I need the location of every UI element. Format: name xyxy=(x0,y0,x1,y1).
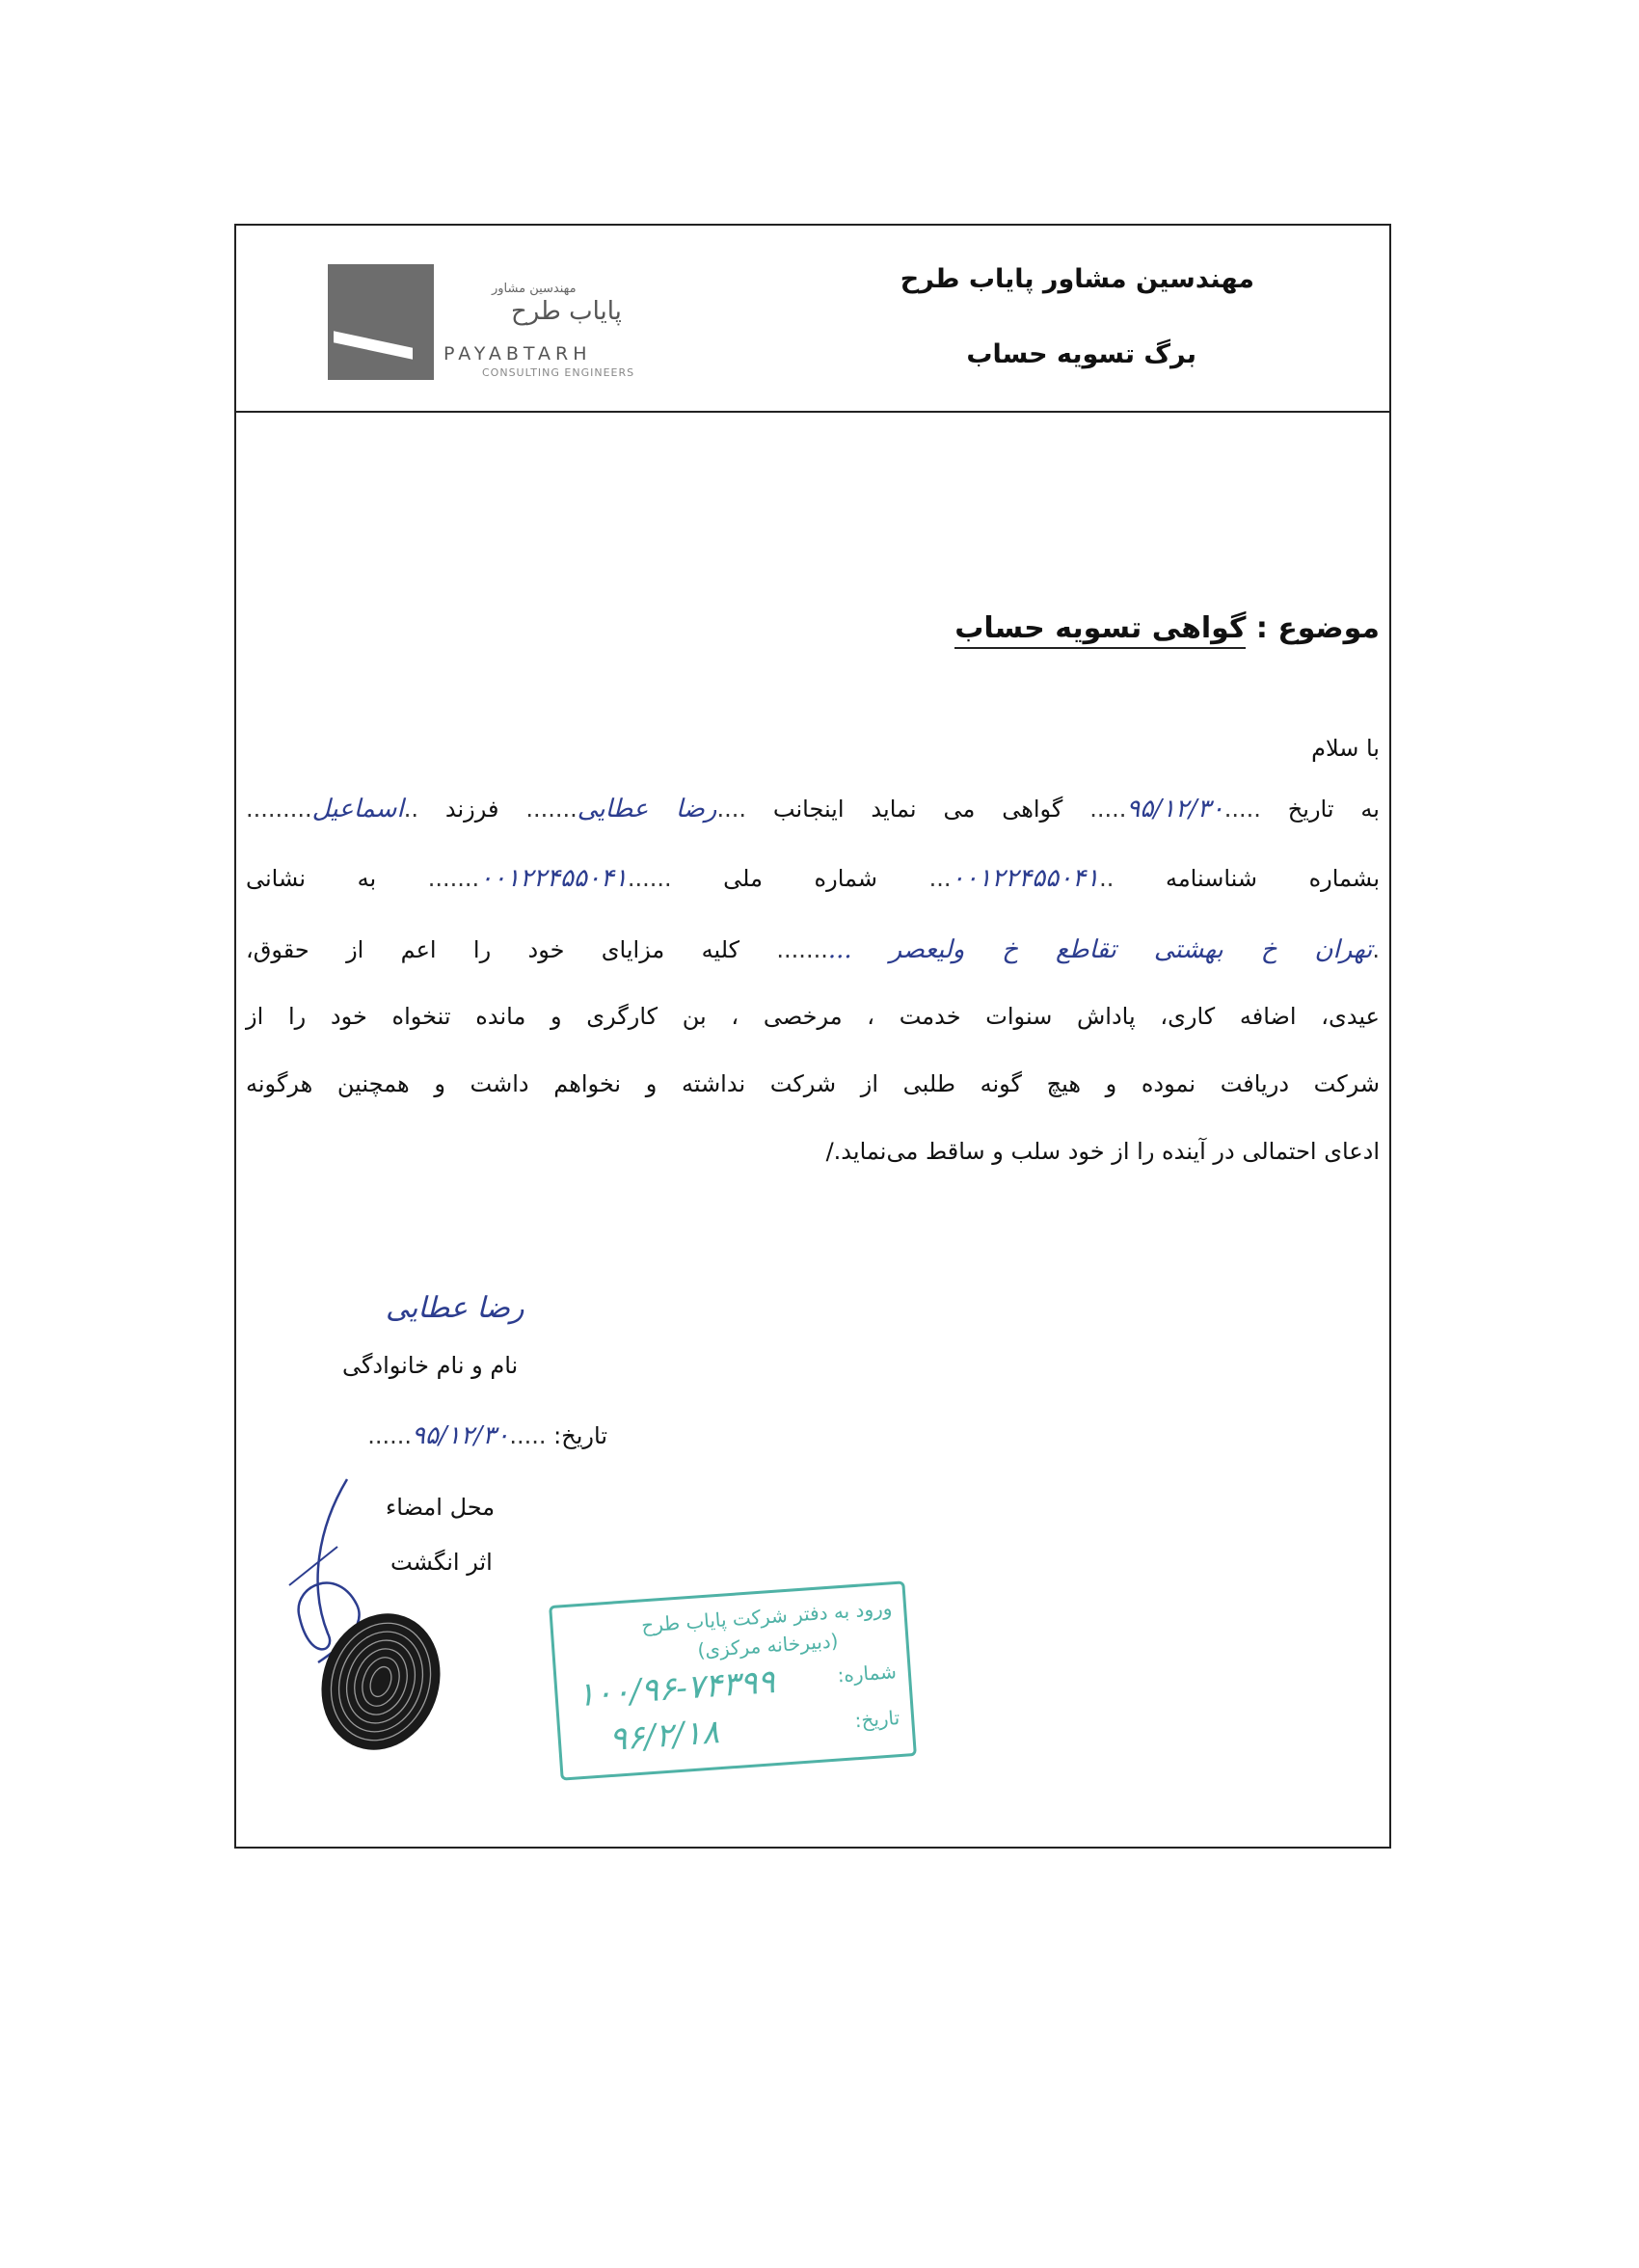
logo-en: PAYABTARH xyxy=(443,343,592,364)
stamp-number-value: ۱۰۰/۹۶-۷۴۳۹۹ xyxy=(576,1662,777,1715)
body-line-6: ادعای احتمالی در آینده را از خود سلب و ساقط می‌نماید./ xyxy=(825,1138,1380,1165)
date-label: تاریخ: xyxy=(553,1422,607,1449)
handwritten-name: رضا عطایی xyxy=(386,1291,524,1325)
line2-id: ۰۰۱۲۲۴۵۵۰۴۱ xyxy=(951,864,1100,893)
stamp-date-value: ۹۶/۲/۱۸ xyxy=(607,1713,721,1760)
line2-a: بشماره شناسنامه xyxy=(1165,865,1381,892)
body-line-5: شرکت دریافت نموده و هیچ گونه طلبی از شرکت نداشته و نخواهم داشت و همچنین هرگونه xyxy=(246,1070,1380,1097)
logo-sub: CONSULTING ENGINEERS xyxy=(482,366,635,379)
name-label: نام و نام خانوادگی xyxy=(342,1352,519,1379)
subject-label: موضوع : xyxy=(1255,611,1380,645)
registration-stamp xyxy=(549,1580,917,1780)
header-divider xyxy=(236,411,1389,413)
line3-b: کلیه مزایای خود را اعم از حقوق، xyxy=(246,936,740,963)
thumb-label: اثر انگشت xyxy=(390,1549,493,1576)
sign-label: محل امضاء xyxy=(386,1494,496,1521)
document-frame xyxy=(234,224,1391,1849)
line2-b: شماره ملی xyxy=(723,865,878,892)
stamp-title: ورود به دفتر شرکت پایاب طرح xyxy=(640,1596,893,1637)
body-line-2: بشماره شناسنامه ..۰۰۱۲۲۴۵۵۰۴۱... شماره ملی ......۰۰۱۲۲۴۵۵۰۴۱....... به نشانی xyxy=(246,864,1381,893)
line1-c: فرزند xyxy=(444,796,499,823)
stamp-date-label: تاریخ: xyxy=(853,1706,900,1733)
line1-father: اسماعیل xyxy=(311,795,404,824)
subject-value: گواهی تسویه حساب xyxy=(954,611,1246,649)
line1-b: گواهی می نماید اینجانب xyxy=(772,796,1063,823)
form-title: برگ تسویه حساب xyxy=(966,339,1196,369)
subject-line xyxy=(954,611,1380,645)
company-name: مهندسین مشاور پایاب طرح xyxy=(900,264,1254,294)
body-line-3: .تهران خ بهشتی تقاطع خ ولیعصر .......... کلیه مزایای خود را اعم از حقوق، xyxy=(246,935,1380,964)
line1-name: رضا عطایی xyxy=(577,795,717,824)
greeting: با سلام xyxy=(1311,735,1380,762)
logo-mark xyxy=(328,264,434,380)
line1-date: ۹۵/۱۲/۳۰ xyxy=(1126,795,1224,824)
company-logo xyxy=(328,264,685,380)
body-line-1: به تاریخ .....۹۵/۱۲/۳۰..... گواهی می نماید اینجانب ....رضا عطایی....... فرزند ..اسماعیل......... xyxy=(246,795,1380,824)
fingerprint-icon xyxy=(309,1605,453,1759)
body-line-4: عیدی، اضافه کاری، پاداش سنوات خدمت ، مرخصی ، بن کارگری و مانده تنخواه خود را از xyxy=(246,1003,1380,1030)
line2-national: ۰۰۱۲۲۴۵۵۰۴۱ xyxy=(479,864,628,893)
logo-fa: پایاب طرح xyxy=(511,297,622,326)
line3-address: تهران خ بهشتی تقاطع خ ولیعصر ... xyxy=(827,935,1373,964)
stamp-subtitle: (دبیرخانه مرکزی) xyxy=(696,1629,840,1662)
line1-a: به تاریخ xyxy=(1287,796,1380,823)
stamp-number-label: شماره: xyxy=(836,1660,898,1688)
date-row: تاریخ: .....۹۵/۱۲/۳۰...... xyxy=(367,1421,607,1450)
logo-fa-small: مهندسین مشاور xyxy=(492,282,577,296)
date-value: ۹۵/۱۲/۳۰ xyxy=(412,1421,510,1450)
line2-c: به نشانی xyxy=(246,865,377,892)
